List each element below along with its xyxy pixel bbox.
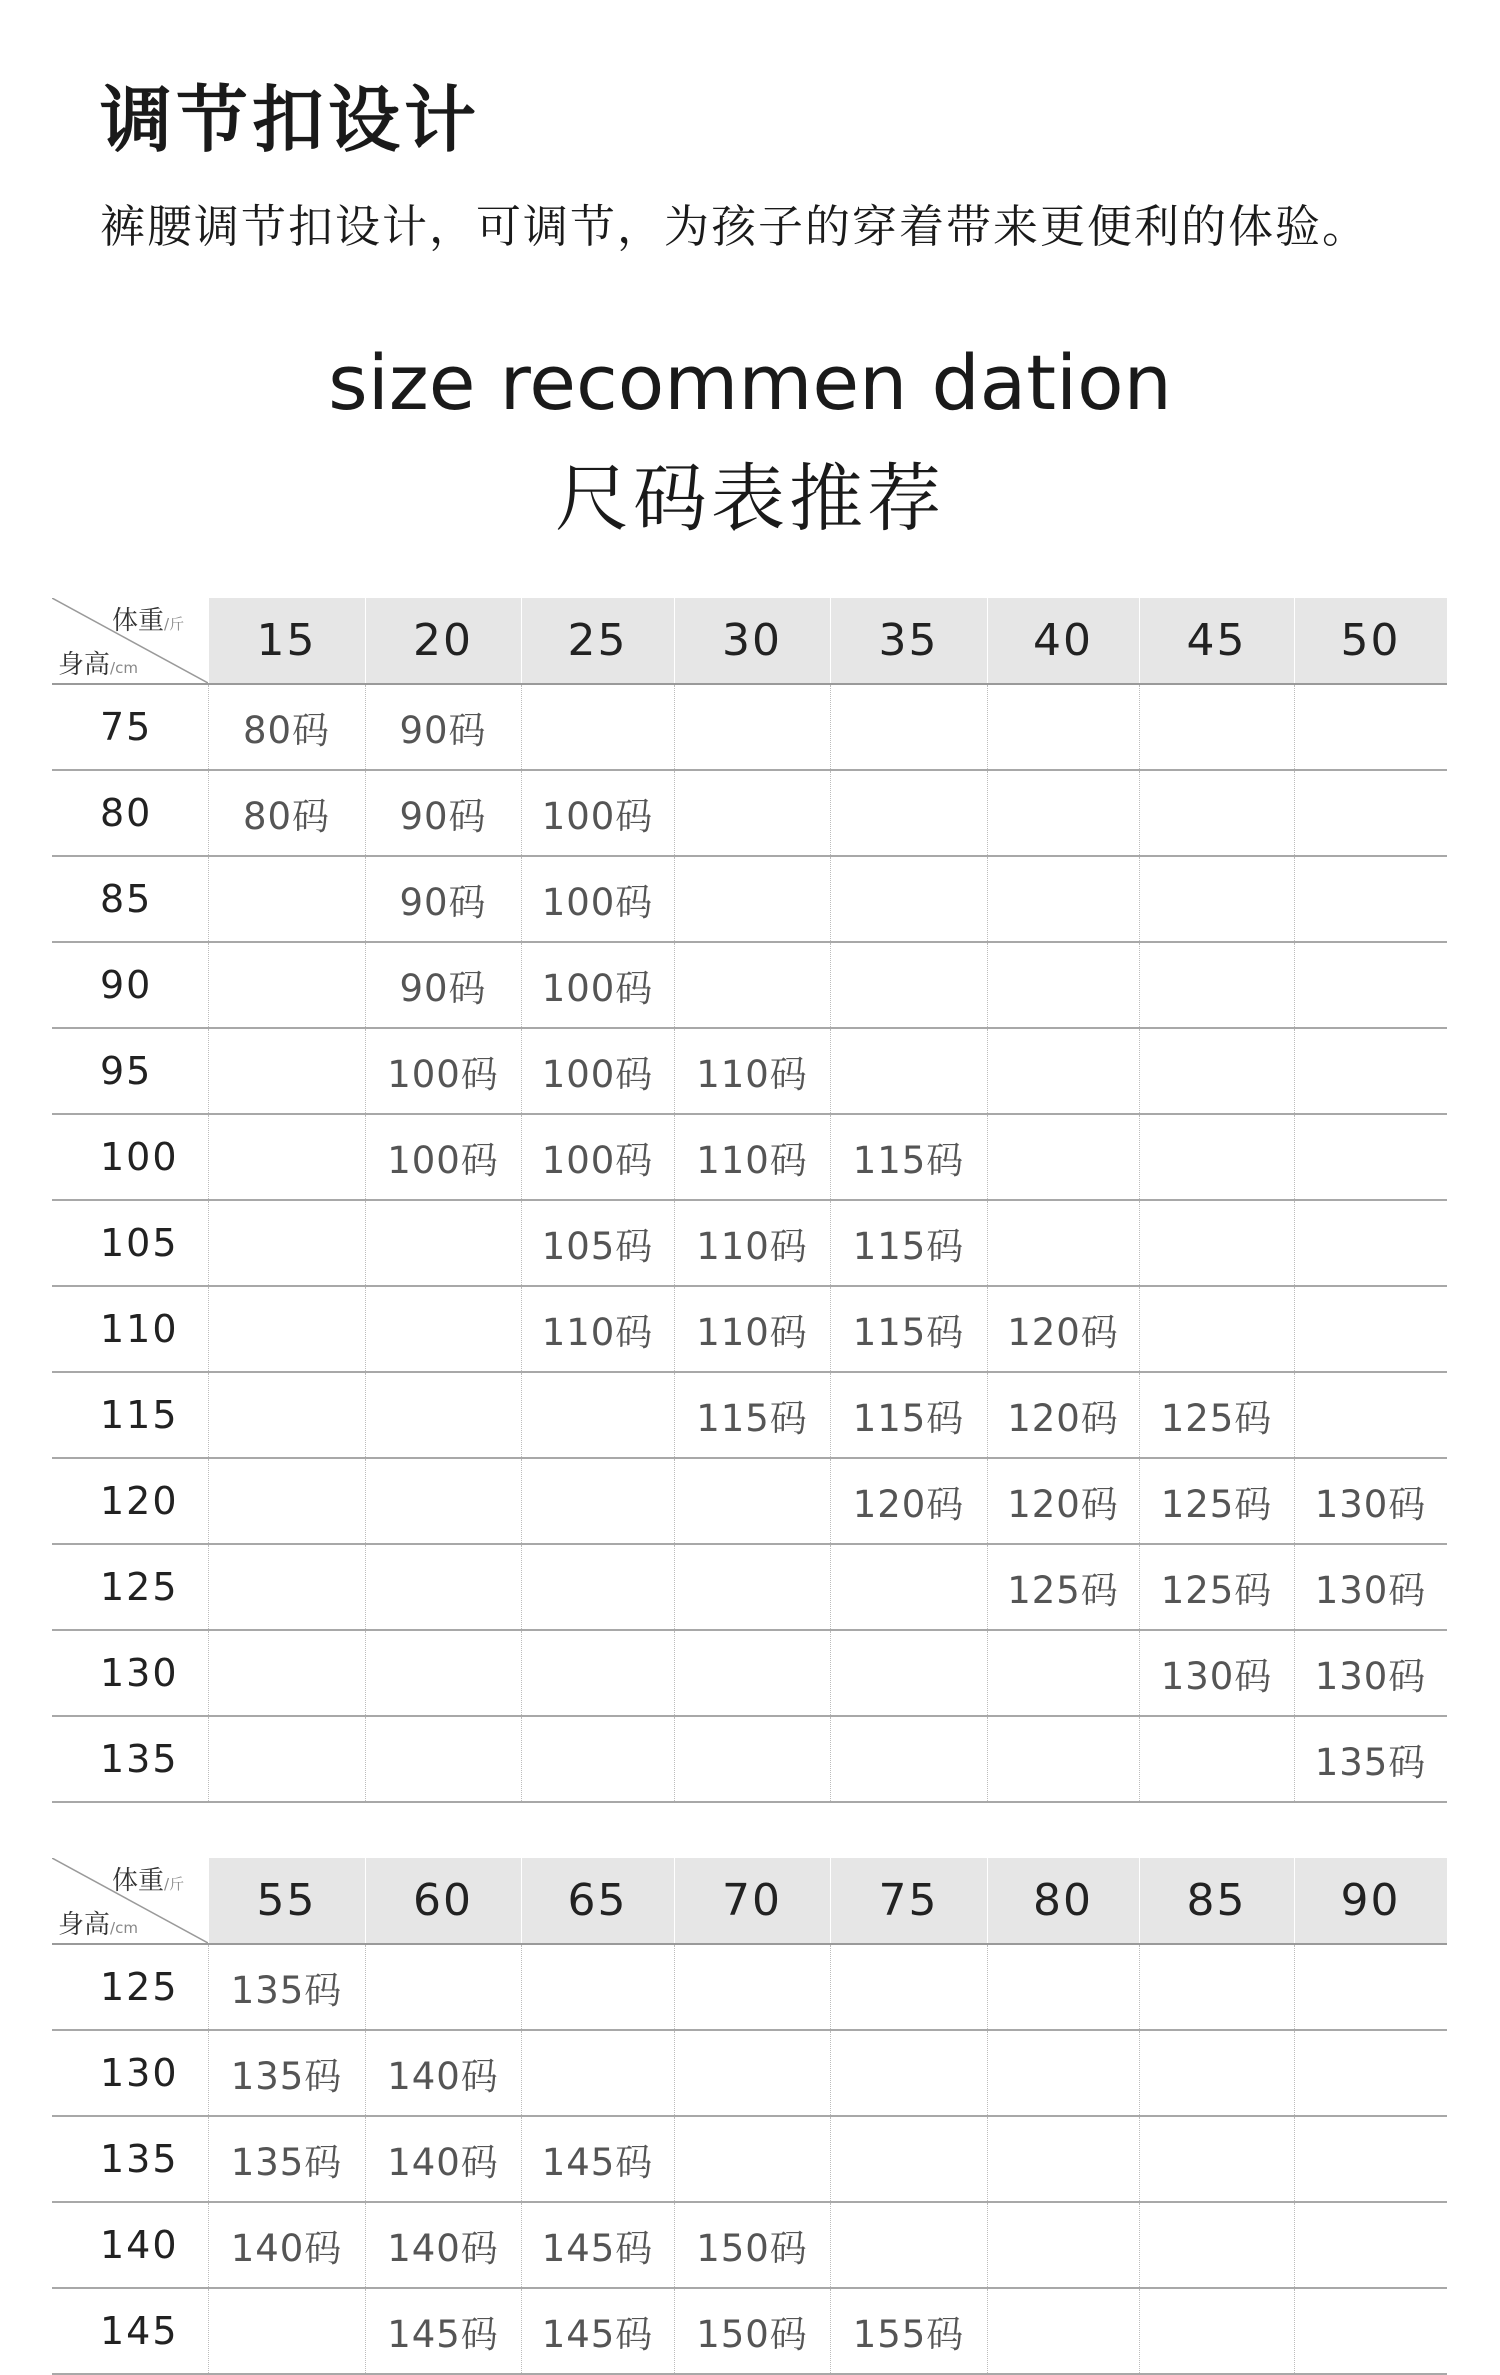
- size-cell: [521, 1631, 674, 1715]
- weight-header-cell: 20: [413, 615, 473, 666]
- size-table-1: [52, 598, 1447, 1803]
- size-cell: [987, 771, 1139, 855]
- size-cell: 140码: [387, 2227, 499, 2270]
- size-cell: 100码: [541, 1053, 654, 1096]
- size-cell: 110码: [696, 1225, 808, 1268]
- height-row-label: 85: [100, 877, 153, 921]
- size-cell: 100码: [541, 1139, 654, 1182]
- weight-header-cell: 35: [878, 615, 939, 666]
- weight-header-cell: 15: [256, 615, 317, 666]
- height-row-label: 130: [100, 2051, 179, 2095]
- table-row: [52, 1287, 1447, 1373]
- size-cell: [365, 1631, 521, 1715]
- weight-header-cell: 40: [1033, 615, 1093, 666]
- size-cell: 90码: [399, 709, 487, 752]
- size-cell: [521, 1945, 674, 2029]
- size-cell: [987, 1201, 1139, 1285]
- size-cell: [521, 1373, 674, 1457]
- size-cell: [987, 2289, 1139, 2373]
- size-cell: [830, 2117, 987, 2201]
- size-cell: [208, 1201, 365, 1285]
- size-cell: 115码: [852, 1225, 965, 1268]
- weight-header-cell: 85: [1186, 1875, 1247, 1926]
- size-cell: [1139, 2117, 1294, 2201]
- corner-header-cell: [52, 598, 208, 683]
- size-cell: 125码: [1160, 1569, 1273, 1612]
- size-cell: [1294, 1287, 1447, 1371]
- size-cell: [1294, 2031, 1447, 2115]
- size-cell: 125码: [1160, 1483, 1273, 1526]
- size-cell: [521, 1717, 674, 1801]
- feature-title: 调节扣设计: [100, 78, 481, 162]
- size-cell: 100码: [387, 1139, 499, 1182]
- size-cell: 130码: [1160, 1655, 1273, 1698]
- size-cell: [830, 2031, 987, 2115]
- size-cell: 115码: [852, 1311, 965, 1354]
- table-row: [52, 2031, 1447, 2117]
- height-row-label: 90: [100, 963, 153, 1007]
- size-cell: [674, 943, 830, 1027]
- size-cell: 140码: [230, 2227, 343, 2270]
- size-cell: [830, 857, 987, 941]
- size-cell: [365, 1945, 521, 2029]
- size-cell: 90码: [399, 967, 487, 1010]
- size-cell: [1139, 1029, 1294, 1113]
- size-cell: [987, 2117, 1139, 2201]
- table-row: [52, 1029, 1447, 1115]
- table-row: [52, 1459, 1447, 1545]
- size-cell: 125码: [1160, 1397, 1273, 1440]
- size-cell: [1294, 685, 1447, 769]
- size-cell: [830, 1545, 987, 1629]
- size-cell: [1139, 1945, 1294, 2029]
- size-cell: [674, 1459, 830, 1543]
- size-cell: [208, 857, 365, 941]
- size-cell: [1294, 1945, 1447, 2029]
- size-cell: [365, 1717, 521, 1801]
- size-cell: 150码: [696, 2227, 808, 2270]
- size-cell: [674, 771, 830, 855]
- table-header-row: [52, 1858, 1447, 1945]
- height-row-label: 145: [100, 2309, 179, 2353]
- size-cell: [365, 1545, 521, 1629]
- weight-header-cell: 75: [878, 1875, 939, 1926]
- weight-header-cell: 55: [256, 1875, 317, 1926]
- table-row: [52, 685, 1447, 771]
- size-cell: [1139, 857, 1294, 941]
- size-cell: 110码: [696, 1139, 808, 1182]
- size-cell: 145码: [387, 2313, 499, 2356]
- size-heading-chinese: 尺码表推荐: [555, 456, 945, 542]
- size-heading-english: size recommen dation: [328, 338, 1172, 427]
- weight-label-text: 体重: [112, 1866, 165, 1896]
- size-cell: [674, 685, 830, 769]
- size-cell: 145码: [541, 2313, 654, 2356]
- height-row-label: 130: [100, 1651, 179, 1695]
- weight-header-cell: 50: [1340, 615, 1401, 666]
- weight-header-cell: 70: [722, 1875, 782, 1926]
- size-cell: 135码: [1314, 1741, 1427, 1784]
- size-cell: [208, 1631, 365, 1715]
- height-row-label: 140: [100, 2223, 179, 2267]
- size-cell: [674, 857, 830, 941]
- size-cell: 155码: [852, 2313, 965, 2356]
- height-row-label: 100: [100, 1135, 179, 1179]
- corner-weight-label: [112, 600, 184, 637]
- corner-weight-label: [112, 1860, 184, 1897]
- size-cell: [208, 1287, 365, 1371]
- size-cell: [1139, 1115, 1294, 1199]
- size-cell: [1139, 685, 1294, 769]
- size-cell: [987, 1029, 1139, 1113]
- size-cell: [1294, 2203, 1447, 2287]
- size-cell: 80码: [242, 709, 331, 752]
- size-cell: [1294, 2289, 1447, 2373]
- size-cell: [365, 1201, 521, 1285]
- size-cell: [1294, 1201, 1447, 1285]
- size-cell: [208, 1545, 365, 1629]
- size-cell: 130码: [1314, 1483, 1427, 1526]
- table-row: [52, 1201, 1447, 1287]
- size-cell: [1139, 2203, 1294, 2287]
- size-cell: 120码: [852, 1483, 965, 1526]
- height-row-label: 135: [100, 2137, 179, 2181]
- size-cell: 115码: [852, 1139, 965, 1182]
- corner-height-label: [58, 1904, 138, 1941]
- size-cell: [208, 2289, 365, 2373]
- size-cell: [1294, 1373, 1447, 1457]
- size-cell: [208, 1459, 365, 1543]
- size-cell: 125码: [1007, 1569, 1119, 1612]
- height-row-label: 120: [100, 1479, 179, 1523]
- size-cell: 150码: [696, 2313, 808, 2356]
- height-row-label: 110: [100, 1307, 179, 1351]
- table-row: [52, 1945, 1447, 2031]
- weight-unit-text: /斤: [164, 1875, 185, 1893]
- size-cell: 140码: [387, 2055, 499, 2098]
- size-cell: [1139, 1717, 1294, 1801]
- size-cell: [987, 2031, 1139, 2115]
- size-cell: 140码: [387, 2141, 499, 2184]
- size-cell: 100码: [541, 967, 654, 1010]
- weight-header-cell: 65: [567, 1875, 628, 1926]
- weight-header-cell: 60: [413, 1875, 473, 1926]
- size-cell: [521, 1459, 674, 1543]
- size-cell: [830, 2203, 987, 2287]
- size-cell: [1294, 1115, 1447, 1199]
- table-header-row: [52, 598, 1447, 685]
- size-cell: [1139, 771, 1294, 855]
- weight-label-text: 体重: [112, 606, 165, 636]
- size-cell: 115码: [696, 1397, 808, 1440]
- weight-header-cell: 30: [722, 615, 782, 666]
- height-unit-text: /cm: [110, 659, 138, 677]
- size-cell: [365, 1373, 521, 1457]
- height-row-label: 95: [100, 1049, 153, 1093]
- size-cell: [208, 1029, 365, 1113]
- size-cell: [674, 1717, 830, 1801]
- size-cell: [830, 1717, 987, 1801]
- size-cell: [1139, 2289, 1294, 2373]
- weight-header-cell: 45: [1186, 615, 1247, 666]
- table-row: [52, 857, 1447, 943]
- size-cell: [674, 2031, 830, 2115]
- size-cell: 135码: [230, 1969, 343, 2012]
- size-cell: [674, 1631, 830, 1715]
- size-cell: [1294, 2117, 1447, 2201]
- table-row: [52, 1373, 1447, 1459]
- table-row: [52, 1545, 1447, 1631]
- size-cell: 105码: [541, 1225, 654, 1268]
- size-cell: 145码: [541, 2141, 654, 2184]
- size-cell: [208, 1717, 365, 1801]
- weight-header-cell: 80: [1033, 1875, 1093, 1926]
- table-row: [52, 2117, 1447, 2203]
- feature-description: 裤腰调节扣设计，可调节，为孩子的穿着带来更便利的体验。: [100, 200, 1370, 253]
- size-cell: 80码: [242, 795, 331, 838]
- size-cell: [987, 2203, 1139, 2287]
- size-cell: [987, 1115, 1139, 1199]
- size-cell: 145码: [541, 2227, 654, 2270]
- size-cell: 110码: [696, 1311, 808, 1354]
- height-row-label: 80: [100, 791, 153, 835]
- size-cell: 135码: [230, 2055, 343, 2098]
- size-cell: [1294, 771, 1447, 855]
- size-cell: 130码: [1314, 1655, 1427, 1698]
- size-cell: [830, 685, 987, 769]
- size-cell: 120码: [1007, 1483, 1119, 1526]
- size-cell: [830, 771, 987, 855]
- size-cell: 135码: [230, 2141, 343, 2184]
- size-cell: [208, 1115, 365, 1199]
- size-cell: [987, 1631, 1139, 1715]
- height-row-label: 135: [100, 1737, 179, 1781]
- table-row: [52, 1115, 1447, 1201]
- size-cell: [674, 1945, 830, 2029]
- weight-unit-text: /斤: [164, 615, 185, 633]
- size-cell: 110码: [696, 1053, 808, 1096]
- size-cell: [987, 1717, 1139, 1801]
- size-cell: [365, 1287, 521, 1371]
- size-cell: [830, 1631, 987, 1715]
- size-cell: [365, 1459, 521, 1543]
- table-row: [52, 2203, 1447, 2289]
- height-row-label: 115: [100, 1393, 179, 1437]
- size-cell: [1294, 943, 1447, 1027]
- size-cell: 90码: [399, 795, 487, 838]
- size-cell: [521, 1545, 674, 1629]
- size-cell: [830, 1029, 987, 1113]
- size-cell: 100码: [387, 1053, 499, 1096]
- size-cell: [987, 943, 1139, 1027]
- table-row: [52, 2289, 1447, 2375]
- size-cell: [521, 2031, 674, 2115]
- size-cell: [1139, 1287, 1294, 1371]
- size-cell: [1139, 2031, 1294, 2115]
- table-row: [52, 1717, 1447, 1803]
- height-label-text: 身高: [58, 1910, 111, 1940]
- size-cell: [674, 1545, 830, 1629]
- size-cell: [1294, 857, 1447, 941]
- height-label-text: 身高: [58, 650, 111, 680]
- size-cell: [987, 857, 1139, 941]
- size-cell: [987, 1945, 1139, 2029]
- height-row-label: 125: [100, 1565, 179, 1609]
- size-cell: [521, 685, 674, 769]
- size-cell: [1294, 1029, 1447, 1113]
- weight-header-cell: 25: [567, 615, 628, 666]
- size-cell: [674, 2117, 830, 2201]
- size-cell: 115码: [852, 1397, 965, 1440]
- height-unit-text: /cm: [110, 1919, 138, 1937]
- corner-height-label: [58, 644, 138, 681]
- size-cell: [1139, 943, 1294, 1027]
- size-cell: 130码: [1314, 1569, 1427, 1612]
- height-row-label: 75: [100, 705, 153, 749]
- size-cell: [208, 1373, 365, 1457]
- size-cell: [208, 943, 365, 1027]
- height-row-label: 105: [100, 1221, 179, 1265]
- size-cell: 100码: [541, 881, 654, 924]
- size-cell: [987, 685, 1139, 769]
- size-cell: [830, 943, 987, 1027]
- table-row: [52, 771, 1447, 857]
- height-row-label: 125: [100, 1965, 179, 2009]
- size-cell: [830, 1945, 987, 2029]
- size-cell: 110码: [541, 1311, 654, 1354]
- size-table-2: [52, 1858, 1447, 2375]
- weight-header-cell: 90: [1340, 1875, 1401, 1926]
- table-row: [52, 1631, 1447, 1717]
- table-row: [52, 943, 1447, 1029]
- corner-header-cell: [52, 1858, 208, 1943]
- size-cell: [1139, 1201, 1294, 1285]
- size-cell: 120码: [1007, 1397, 1119, 1440]
- size-cell: 90码: [399, 881, 487, 924]
- size-cell: 120码: [1007, 1311, 1119, 1354]
- size-cell: 100码: [541, 795, 654, 838]
